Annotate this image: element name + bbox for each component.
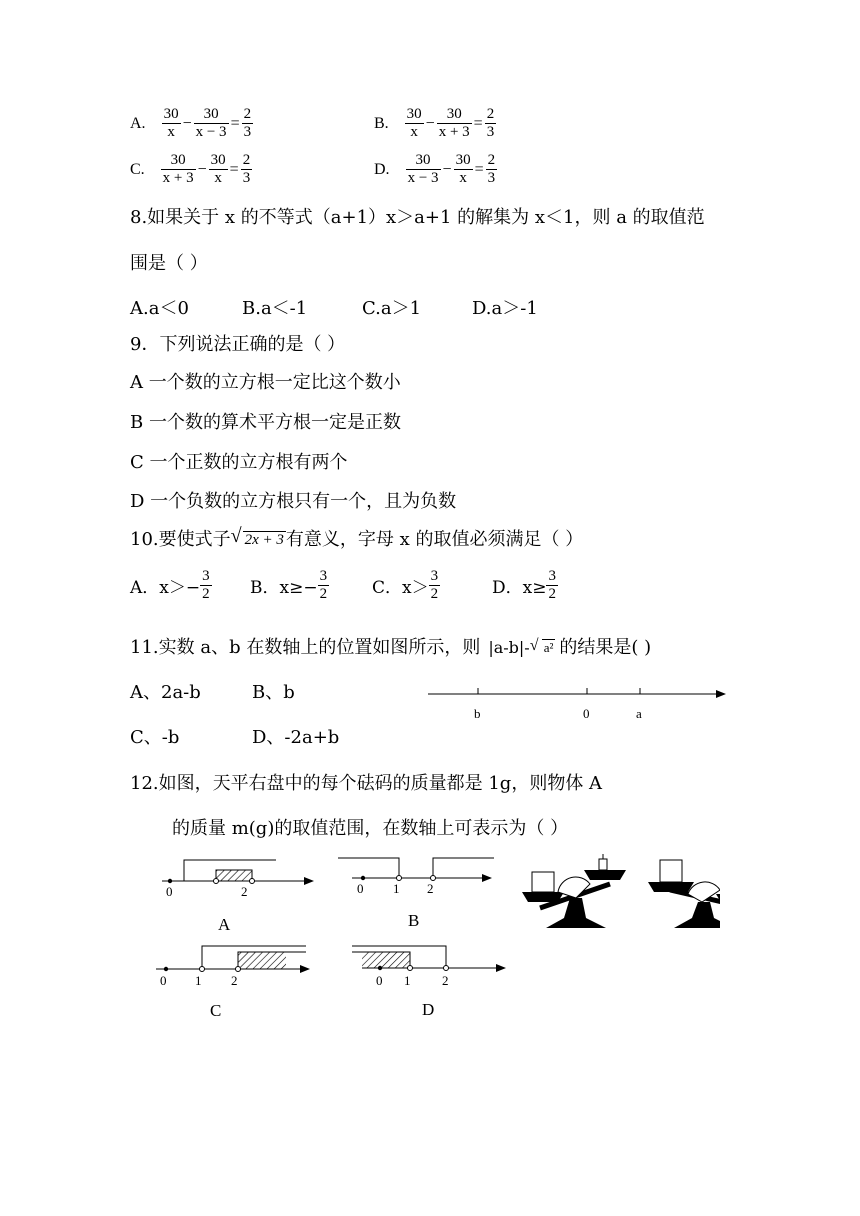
hatched-region [238, 952, 286, 969]
open-point-one [200, 967, 205, 972]
fraction: $\frac{30}{x}$ [163, 106, 179, 140]
tick-label-one: 1 [404, 973, 411, 988]
q7-option-d: D. $\frac{30}{x - 3}$ − $\frac{30}{x}$ = $\frac{2}{3}$ [374, 152, 496, 186]
q11-option-a: A、2a-b [130, 682, 201, 703]
q11-stem [130, 637, 651, 659]
fraction: $\frac{30}{x}$ [210, 152, 226, 186]
q9-option-b: B 一个数的算术平方根一定是正数 [130, 412, 401, 433]
q11-stem-after: 的结果是( ) [559, 637, 652, 658]
q11-option-c: C、-b [130, 727, 180, 748]
fraction: $\frac{3}{2}$ [202, 568, 210, 602]
tick-label-one: 1 [195, 973, 202, 988]
sqrt-expression: √ 2x + 3 [230, 525, 284, 548]
q10-option-b: B．x≥− $\frac{3}{2}$ [250, 568, 328, 602]
fraction: $\frac{30}{x + 3}$ [438, 106, 470, 140]
q11-number-line [424, 682, 734, 726]
q12-stem-line2: 的质量 m(g)的取值范围，在数轴上可表示为（ ） [172, 818, 569, 839]
object-a-box [532, 872, 554, 892]
open-point-one [408, 966, 413, 971]
q12-stem-line1: 12.如图，天平右盘中的每个砝码的质量都是 1g，则物体 A [130, 773, 603, 794]
q9-option-a: A 一个数的立方根一定比这个数小 [130, 372, 401, 393]
balance-scale-2 [648, 860, 720, 928]
open-point-two [444, 966, 449, 971]
hatched-region [362, 952, 410, 968]
q11-option-b: B、b [252, 682, 295, 703]
axis-arrow [496, 964, 506, 972]
q9-option-c: C 一个正数的立方根有两个 [130, 452, 348, 473]
q7-option-c-label: C. [130, 160, 145, 178]
q10-option-a: A．x＞− $\frac{3}{2}$ [130, 568, 210, 602]
fraction: $\frac{2}{3}$ [243, 106, 252, 140]
q8-option-a: A.a＜0 [130, 298, 189, 319]
fraction: $\frac{30}{x - 3}$ [407, 152, 439, 186]
option-a-number-line [162, 860, 314, 934]
fraction: $\frac{30}{x}$ [455, 152, 471, 186]
point-zero [164, 967, 168, 971]
point-zero [361, 876, 365, 880]
option-b-number-line [338, 858, 494, 930]
q7-option-c: C. $\frac{30}{x + 3}$ − $\frac{30}{x}$ = $\frac{2}{3}$ [130, 152, 251, 186]
q10-stem-before: 10.要使式子 [130, 529, 231, 550]
open-point-two [431, 876, 436, 881]
right-pan [584, 870, 626, 880]
q8-stem-line1: 8.如果关于 x 的不等式（a+1）x＞a+1 的解集为 x＜1，则 a 的取值范 [130, 207, 705, 228]
q10-option-c: C．x＞ $\frac{3}{2}$ [372, 568, 439, 602]
bracket-left [338, 858, 399, 878]
q8-option-c: C.a＞1 [362, 298, 422, 319]
q7-option-b: B. $\frac{30}{x}$ − $\frac{30}{x + 3}$ = $\frac{2}{3}$ [374, 106, 495, 140]
tick-label-zero: 0 [166, 884, 173, 899]
axis-arrow [482, 874, 492, 882]
option-c-number-line [156, 946, 310, 1020]
fraction: $\frac{2}{3}$ [242, 152, 251, 186]
tick-label-zero: 0 [160, 973, 167, 988]
abs-expression: |a-b|- [488, 638, 530, 657]
weight [599, 859, 607, 870]
option-label-c: C [210, 1001, 222, 1020]
label-b: b [474, 706, 481, 721]
balance-scale-1 [522, 854, 626, 928]
tick-label-two: 2 [427, 881, 434, 896]
tick-label-two: 2 [241, 884, 248, 899]
q9-stem: 9．下列说法正确的是（ ） [130, 334, 346, 355]
point-zero [168, 879, 172, 883]
axis-arrow [716, 690, 726, 698]
q10-option-d: D．x≥ $\frac{3}{2}$ [492, 568, 556, 602]
tick-label-two: 2 [442, 973, 449, 988]
q10-stem [130, 525, 584, 551]
q8-option-d: D.a＞-1 [472, 298, 538, 319]
tick-label-one: 1 [393, 881, 400, 896]
tick-label-two: 2 [231, 973, 238, 988]
fraction: $\frac{3}{2}$ [319, 568, 328, 602]
tick-label-zero: 0 [357, 881, 364, 896]
bracket-right [433, 858, 494, 878]
open-point-two [236, 967, 241, 972]
open-point-one [397, 876, 402, 881]
hatched-region [216, 870, 252, 881]
q11-option-d: D、-2a+b [252, 727, 340, 748]
q7-option-d-label: D. [374, 160, 390, 178]
axis-arrow [304, 877, 314, 885]
label-zero: 0 [583, 706, 590, 721]
object-a-box [660, 860, 682, 882]
open-point-one [214, 879, 219, 884]
tick-label-zero: 0 [376, 973, 383, 988]
label-a: a [636, 706, 642, 721]
sqrt-expression: √ a² [529, 637, 554, 655]
q8-option-b: B.a＜-1 [242, 298, 308, 319]
fraction: $\frac{3}{2}$ [548, 568, 556, 602]
fraction: $\frac{2}{3}$ [487, 152, 496, 186]
axis-arrow [300, 965, 310, 973]
q7-option-b-label: B. [374, 114, 389, 132]
option-d-number-line [352, 946, 506, 1019]
q7-option-a: A. $\frac{30}{x}$ − $\frac{30}{x - 3}$ = $\frac{2}{3}$ [130, 106, 252, 140]
fraction: $\frac{3}{2}$ [430, 568, 439, 602]
fraction: $\frac{30}{x}$ [406, 106, 422, 140]
fraction: $\frac{30}{x - 3}$ [195, 106, 227, 140]
option-label-a: A [218, 915, 231, 934]
q11-stem-before: 11.实数 a、b 在数轴上的位置如图所示，则 [130, 637, 481, 658]
q8-stem-line2: 围是（ ） [130, 253, 208, 274]
q9-option-d: D 一个负数的立方根只有一个，且为负数 [130, 491, 457, 512]
q10-stem-after: 有意义，字母 x 的取值必须满足（ ） [285, 529, 584, 550]
option-label-d: D [422, 1000, 435, 1019]
q12-figure [140, 848, 720, 1028]
option-label-b: B [408, 911, 420, 930]
fraction: $\frac{2}{3}$ [486, 106, 495, 140]
q7-option-a-label: A. [130, 114, 146, 132]
fraction: $\frac{30}{x + 3}$ [162, 152, 194, 186]
open-point-two [250, 879, 255, 884]
stand [674, 902, 720, 928]
